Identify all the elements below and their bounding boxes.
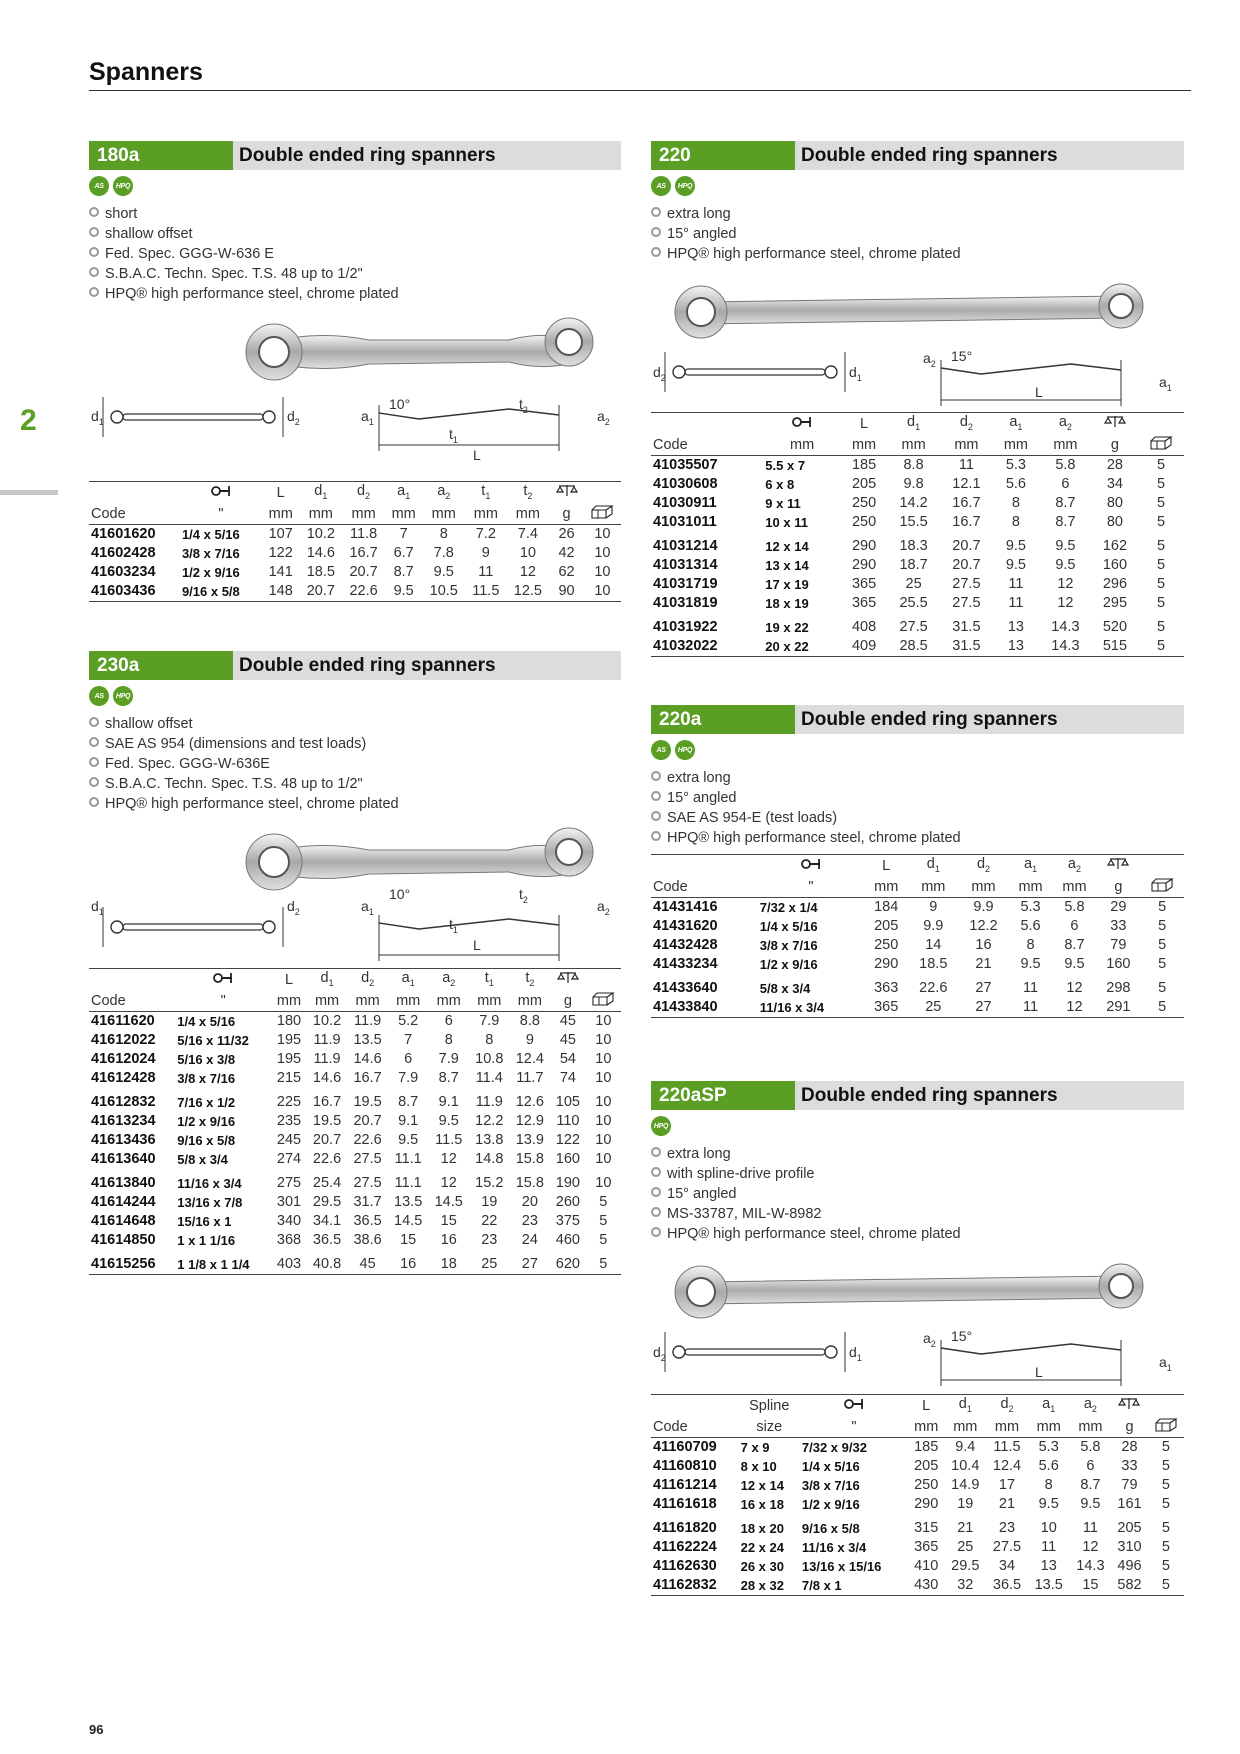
dim-label-L: L (1035, 1364, 1043, 1380)
dimension-labels (89, 822, 621, 962)
dim-label-d1: $d_1$ (849, 364, 862, 383)
ring-wrench-icon (801, 857, 821, 871)
table-row: 41433640 5/8 x 3/4 363 22.6 27 11 12 298 5 (653, 979, 1167, 996)
dim-label-angle: 15° (951, 1328, 973, 1344)
table-row: 41614648 15/16 x 1 340 34.1 36.5 14.5 15 22 23 375 5 (91, 1212, 608, 1229)
section-header (89, 141, 621, 170)
feature-item: 15° angled (651, 224, 1184, 244)
section-code: 220aSP (651, 1081, 795, 1110)
table-row: 41161618 16 x 18 1/2 x 9/16 290 19 21 9.5 9.5 161 5 (653, 1495, 1170, 1512)
feature-item: HPQ® high performance steel, chrome plated (651, 1224, 1184, 1244)
table-row: 41611620 1/4 x 5/16 180 10.2 11.9 5.2 6 7.9 8.8 45 10 (91, 1012, 612, 1029)
feature-list (651, 204, 1184, 264)
badge-hpq: HPQ (651, 1116, 671, 1136)
spec-table: L $d_1$ $d_2$ $a_1$ $a_2$ $t_1$ $t_2$ Code " mm mm mm mm mm mm mm g 41601620 1/4 x 5/16 107 10.2 11.8 7 8 7.2 7.4 26 10 41602428 3/8 x 7/16 122 14.6 16.7 6.7 7.8 9 10 42 10 41603234 1/2 x 9/16 141 18.5 20.7 8.7 9.5 11 12 62 10 41603436 9/16 x 5/8 148 20.7 22.6 9.5 10.5 11.5 12.5 90 10 (89, 481, 621, 602)
feature-item: HPQ® high performance steel, chrome plated (89, 284, 621, 304)
table-row: 41161820 18 x 20 9/16 x 5/8 315 21 23 10 11 205 5 (653, 1519, 1170, 1536)
dim-label-a2: $a_2$ (597, 408, 610, 427)
feature-list (651, 768, 1184, 848)
feature-item: S.B.A.C. Techn. Spec. T.S. 48 up to 1/2" (89, 264, 621, 284)
section-title: Double ended ring spanners (239, 145, 496, 166)
dim-label-d2: $d_2$ (287, 408, 300, 427)
dim-label-a1: $a_1$ (1159, 374, 1172, 393)
section-code: 220 (651, 141, 795, 170)
feature-item: extra long (651, 1144, 1184, 1164)
chapter-marker (0, 490, 58, 495)
dim-label-t2: $t_2$ (519, 396, 528, 415)
section-220 (651, 141, 1184, 657)
dim-label-a1: $a_1$ (361, 408, 374, 427)
dim-label-t2: $t_2$ (519, 886, 528, 905)
spec-table: L $d_1$ $d_2$ $a_1$ $a_2$ $t_1$ $t_2$ Code " mm mm mm mm mm mm mm g 41611620 1/4 x 5/16 180 10.2 11.9 5.2 6 7.9 8.8 45 10 41612022 5/16 x 11/32 195 11.9 13.5 7 8 8 9 45 10 41612024 5/16 x 3/8 195 11.9 14.6 6 7.9 10.8 12.4 54 10 41612428 3/8 x 7/16 215 14.6 16.7 7.9 8.7 11.4 11.7 74 10 41612832 7/16 x 1/2 225 16.7 19.5 8.7 9.1 11.9 12.6 105 10 41613234 1/2 x 9/16 235 19.5 20.7 9.1 9.5 12.2 12.9 110 10 41613436 9/16 x 5/8 245 20.7 22.6 9.5 11.5 13.8 13.9 122 10 41613640 5/8 x 3/4 274 22.6 27.5 11.1 12 14.8 15.8 160 10 41613840 11/16 x 3/4 275 25.4 27.5 11.1 12 15.2 15.8 190 10 41614244 13/16 x 7/8 301 29.5 31.7 13.5 14.5 19 20 260 5 41614648 15/16 x 1 340 34.1 36.5 14.5 15 22 23 375 5 41614850 1 x 1 1/16 368 36.5 38.6 15 16 23 24 460 5 41615256 1 1/8 x 1 1/4 403 40.8 45 16 18 25 27 620 5 (89, 968, 621, 1275)
feature-item: extra long (651, 204, 1184, 224)
feature-item: HPQ® high performance steel, chrome plated (651, 244, 1184, 264)
feature-item: shallow offset (89, 714, 621, 734)
section-code: 180a (89, 141, 233, 170)
table-row: 41613840 11/16 x 3/4 275 25.4 27.5 11.1 12 15.2 15.8 190 10 (91, 1174, 612, 1191)
badge-hpq: HPQ (113, 686, 133, 706)
table-row: 41613640 5/8 x 3/4 274 22.6 27.5 11.1 12 14.8 15.8 160 10 (91, 1150, 612, 1167)
dim-label-d1: $d_1$ (91, 408, 104, 427)
section-title: Double ended ring spanners (801, 709, 1058, 730)
table-row: 41433840 11/16 x 3/4 365 25 27 11 12 291 5 (651, 998, 1184, 1018)
dim-label-t1: $t_1$ (449, 426, 458, 445)
page-title: Spanners (89, 58, 203, 86)
table-row: 41602428 3/8 x 7/16 122 14.6 16.7 6.7 7.8 9 10 42 10 (91, 544, 611, 561)
feature-item: 15° angled (651, 788, 1184, 808)
table-row: 41433234 1/2 x 9/16 290 18.5 21 9.5 9.5 160 5 (653, 955, 1167, 972)
feature-item: extra long (651, 768, 1184, 788)
table-row: 41432428 3/8 x 7/16 250 14 16 8 8.7 79 5 (653, 936, 1167, 953)
dim-label-a1: $a_1$ (1159, 1354, 1172, 1373)
chapter-number: 2 (20, 404, 37, 437)
feature-list (89, 204, 621, 304)
feature-item: SAE AS 954-E (test loads) (651, 808, 1184, 828)
product-image (651, 1252, 1184, 1392)
feature-item: Fed. Spec. GGG-W-636E (89, 754, 621, 774)
feature-item: SAE AS 954 (dimensions and test loads) (89, 734, 621, 754)
product-image (651, 272, 1184, 412)
ring-wrench-icon (211, 484, 231, 498)
table-row: 41160810 8 x 10 1/4 x 5/16 205 10.4 12.4 5.6 6 33 5 (653, 1457, 1170, 1474)
dim-label-L: L (473, 447, 481, 463)
dim-label-angle: 10° (389, 396, 411, 412)
table-row: 41615256 1 1/8 x 1 1/4 403 40.8 45 16 18 25 27 620 5 (89, 1250, 621, 1275)
weight-scale-icon (556, 484, 578, 498)
section-code: 230a (89, 651, 233, 680)
table-row: 41030911 9 x 11 250 14.2 16.7 8 8.7 80 5 (653, 494, 1166, 511)
weight-scale-icon (1107, 857, 1129, 871)
feature-item: MS-33787, MIL-W-8982 (651, 1204, 1184, 1224)
dim-label-a2: $a_2$ (923, 350, 936, 369)
feature-list (651, 1144, 1184, 1244)
dimension-labels (651, 1252, 1184, 1392)
dim-label-L: L (473, 937, 481, 953)
badge-as: AS (651, 176, 671, 196)
feature-item: HPQ® high performance steel, chrome plated (651, 828, 1184, 848)
table-row: 41031922 19 x 22 408 27.5 31.5 13 14.3 520 5 (653, 618, 1166, 635)
section-header (651, 141, 1184, 170)
table-row: 41612022 5/16 x 11/32 195 11.9 13.5 7 8 8 9 45 10 (91, 1031, 612, 1048)
dim-label-angle: 10° (389, 886, 411, 902)
section-header (651, 705, 1184, 734)
dim-label-a2: $a_2$ (597, 898, 610, 917)
table-row: 41031819 18 x 19 365 25.5 27.5 11 12 295 5 (653, 594, 1166, 611)
table-row: 41031214 12 x 14 290 18.3 20.7 9.5 9.5 162 5 (653, 537, 1166, 554)
feature-item: shallow offset (89, 224, 621, 244)
product-image (89, 312, 621, 477)
badge-hpq: HPQ (675, 176, 695, 196)
feature-item: Fed. Spec. GGG-W-636 E (89, 244, 621, 264)
dim-label-d1: $d_1$ (849, 1344, 862, 1363)
spec-table: Spline L $d_1$ $d_2$ $a_1$ $a_2$ Code size " mm mm mm mm mm g 41160709 7 x 9 7/32 x 9/32 185 9.4 11.5 5.3 5.8 28 5 41160810 8 x 10 1/4 x 5/16 205 10.4 12.4 5.6 6 33 5 41161214 12 x 14 3/8 x 7/16 250 14.9 17 8 8.7 79 5 41161618 16 x 18 1/2 x 9/16 290 19 21 9.5 9.5 161 5 41161820 18 x 20 9/16 x 5/8 315 21 23 10 11 205 5 41162224 22 x 24 11/16 x 3/4 365 25 27.5 11 12 310 5 41162630 26 x 30 13/16 x 15/16 410 29.5 34 13 14.3 496 5 41162832 28 x 32 7/8 x 1 430 32 36.5 13.5 15 582 5 (651, 1394, 1184, 1596)
section-180a (89, 141, 621, 602)
badge-as: AS (651, 740, 671, 760)
dim-label-d1: $d_1$ (91, 898, 104, 917)
page-number: 96 (89, 1722, 104, 1737)
table-row: 41031314 13 x 14 290 18.7 20.7 9.5 9.5 160 5 (653, 556, 1166, 573)
table-row: 41431620 1/4 x 5/16 205 9.9 12.2 5.6 6 33 5 (653, 917, 1167, 934)
table-row: 41162630 26 x 30 13/16 x 15/16 410 29.5 34 13 14.3 496 5 (653, 1557, 1170, 1574)
table-row: 41601620 1/4 x 5/16 107 10.2 11.8 7 8 7.2 7.4 26 10 (91, 525, 611, 542)
dim-label-a1: $a_1$ (361, 898, 374, 917)
section-code: 220a (651, 705, 795, 734)
feature-item: short (89, 204, 621, 224)
table-row: 41612832 7/16 x 1/2 225 16.7 19.5 8.7 9.1 11.9 12.6 105 10 (91, 1093, 612, 1110)
table-row: 41032022 20 x 22 409 28.5 31.5 13 14.3 515 5 (651, 637, 1184, 657)
table-row: 41613436 9/16 x 5/8 245 20.7 22.6 9.5 11.5 13.8 13.9 122 10 (91, 1131, 612, 1148)
badges (651, 1116, 1184, 1138)
table-row: 41031011 10 x 11 250 15.5 16.7 8 8.7 80 5 (653, 513, 1166, 530)
section-header (89, 651, 621, 680)
dimension-labels (651, 272, 1184, 412)
product-image (89, 822, 621, 962)
badge-hpq: HPQ (113, 176, 133, 196)
dim-label-t1: $t_1$ (449, 916, 458, 935)
feature-list (89, 714, 621, 814)
table-row: 41613234 1/2 x 9/16 235 19.5 20.7 9.1 9.5 12.2 12.9 110 10 (91, 1112, 612, 1129)
feature-item: S.B.A.C. Techn. Spec. T.S. 48 up to 1/2" (89, 774, 621, 794)
section-220aSP (651, 1081, 1184, 1596)
package-icon (590, 505, 614, 519)
package-icon (1150, 878, 1174, 892)
dim-label-d2: $d_2$ (287, 898, 300, 917)
dim-label-L: L (1035, 384, 1043, 400)
dim-label-d2: $d_2$ (653, 364, 666, 383)
package-icon (591, 992, 615, 1006)
spec-table: L $d_1$ $d_2$ $a_1$ $a_2$ Code mm mm mm mm mm mm g 41035507 5.5 x 7 185 8.8 11 5.3 5.8 28 5 41030608 6 x 8 205 9.8 12.1 5.6 6 34 5 41030911 9 x 11 250 14.2 16.7 8 8.7 80 5 41031011 10 x 11 250 15.5 16.7 8 8.7 80 5 41031214 12 x 14 290 18.3 20.7 9.5 9.5 162 5 41031314 13 x 14 290 18.7 20.7 9.5 9.5 160 5 41031719 17 x 19 365 25 27.5 11 12 296 5 41031819 18 x 19 365 25.5 27.5 11 12 295 5 41031922 19 x 22 408 27.5 31.5 13 14.3 520 5 41032022 20 x 22 409 28.5 31.5 13 14.3 515 5 (651, 412, 1184, 657)
badges (89, 686, 621, 708)
badges (651, 176, 1184, 198)
title-rule (89, 90, 1191, 91)
section-header (651, 1081, 1184, 1110)
table-row: 41035507 5.5 x 7 185 8.8 11 5.3 5.8 28 5 (653, 456, 1166, 473)
spec-table: L $d_1$ $d_2$ $a_1$ $a_2$ Code " mm mm mm mm mm g 41431416 7/32 x 1/4 184 9 9.9 5.3 5.8 29 5 41431620 1/4 x 5/16 205 9.9 12.2 5.6 6 33 5 41432428 3/8 x 7/16 250 14 16 8 8.7 79 5 41433234 1/2 x 9/16 290 18.5 21 9.5 9.5 160 5 41433640 5/8 x 3/4 363 22.6 27 11 12 298 5 41433840 11/16 x 3/4 365 25 27 11 12 291 5 (651, 854, 1184, 1018)
section-230a (89, 651, 621, 1275)
table-row: 41031719 17 x 19 365 25 27.5 11 12 296 5 (653, 575, 1166, 592)
dim-label-d2: $d_2$ (653, 1344, 666, 1363)
badge-as: AS (89, 176, 109, 196)
table-row: 41431416 7/32 x 1/4 184 9 9.9 5.3 5.8 29 5 (653, 898, 1167, 915)
table-row: 41614850 1 x 1 1/16 368 36.5 38.6 15 16 23 24 460 5 (91, 1231, 608, 1248)
table-row: 41614244 13/16 x 7/8 301 29.5 31.7 13.5 14.5 19 20 260 5 (91, 1193, 608, 1210)
table-row: 41160709 7 x 9 7/32 x 9/32 185 9.4 11.5 5.3 5.8 28 5 (653, 1438, 1170, 1455)
table-row: 41603436 9/16 x 5/8 148 20.7 22.6 9.5 10.5 11.5 12.5 90 10 (89, 582, 621, 602)
table-row: 41162832 28 x 32 7/8 x 1 430 32 36.5 13.5 15 582 5 (651, 1576, 1184, 1596)
dim-label-angle: 15° (951, 348, 973, 364)
table-row: 41162224 22 x 24 11/16 x 3/4 365 25 27.5 11 12 310 5 (653, 1538, 1170, 1555)
table-row: 41612428 3/8 x 7/16 215 14.6 16.7 7.9 8.7 11.4 11.7 74 10 (91, 1069, 612, 1086)
table-row: 41161214 12 x 14 3/8 x 7/16 250 14.9 17 8 8.7 79 5 (653, 1476, 1170, 1493)
section-title: Double ended ring spanners (801, 1085, 1058, 1106)
badge-as: AS (89, 686, 109, 706)
feature-item: HPQ® high performance steel, chrome plated (89, 794, 621, 814)
feature-item: with spline-drive profile (651, 1164, 1184, 1184)
feature-item: 15° angled (651, 1184, 1184, 1204)
section-title: Double ended ring spanners (239, 655, 496, 676)
badge-hpq: HPQ (675, 740, 695, 760)
badges (651, 740, 1184, 762)
dim-label-a2: $a_2$ (923, 1330, 936, 1349)
section-220a (651, 705, 1184, 1018)
table-row: 41612024 5/16 x 3/8 195 11.9 14.6 6 7.9 10.8 12.4 54 10 (91, 1050, 612, 1067)
table-row: 41603234 1/2 x 9/16 141 18.5 20.7 8.7 9.5 11 12 62 10 (91, 563, 611, 580)
badges (89, 176, 621, 198)
table-row: 41030608 6 x 8 205 9.8 12.1 5.6 6 34 5 (653, 475, 1166, 492)
section-title: Double ended ring spanners (801, 145, 1058, 166)
dimension-labels (89, 312, 621, 477)
